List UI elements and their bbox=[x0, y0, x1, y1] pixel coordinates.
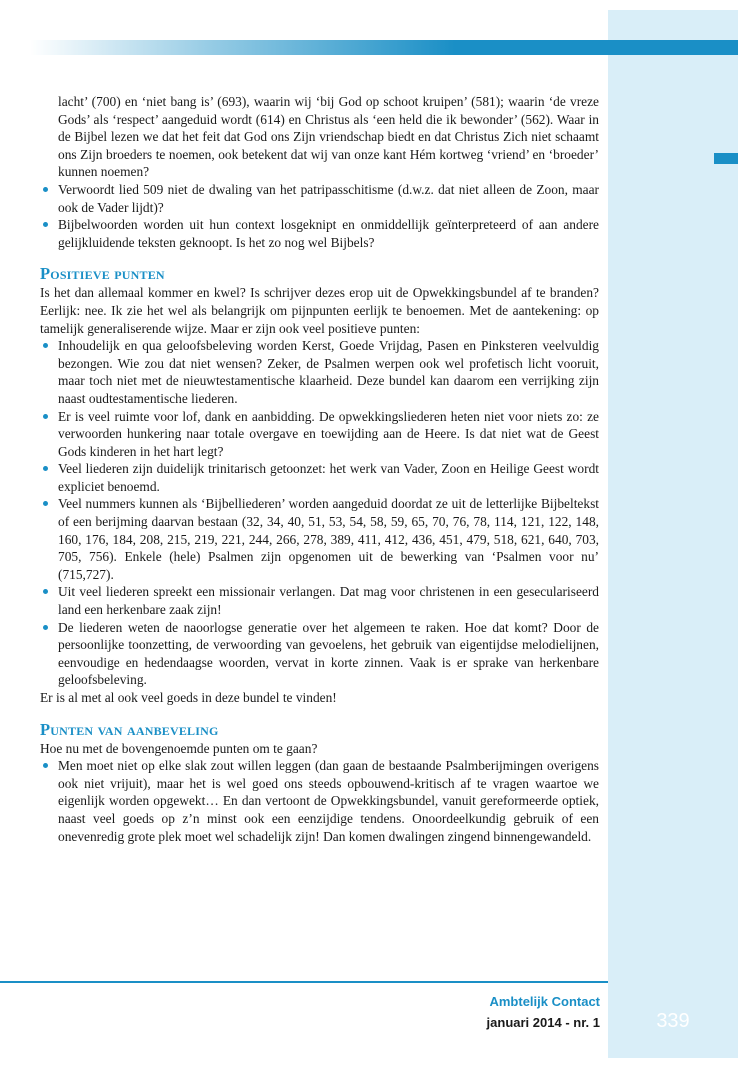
section2-intro: Hoe nu met de bovengenoemde punten om te gaan? bbox=[40, 740, 318, 756]
list-item: Veel liederen zijn duidelijk trinitarisch getoonzet: het werk van Vader, Zoon en Heilige Geest wordt expliciet benoemd. bbox=[40, 460, 599, 495]
footer-divider bbox=[0, 981, 608, 983]
list-item: Uit veel liederen spreekt een missionair verlangen. Dat mag voor christenen in een geseculariseerd land een herkenbare zaak zijn! bbox=[40, 583, 599, 618]
issue-label: januari 2014 - nr. 1 bbox=[486, 1015, 600, 1030]
list-item: Inhoudelijk en qua geloofsbeleving worden Kerst, Goede Vrijdag, Pasen en Pinksteren veelvuldig bezongen. Wie zou dat niet wensen? Zeker, de Psalmen werpen ook wel profetisch licht vooruit, maar toch niet met de nieuwtestamentische klaarheid. Deze bundel kan daarom een verrijking zijn naast oudtestamentische liederen. bbox=[40, 337, 599, 407]
magazine-title: Ambtelijk Contact bbox=[489, 994, 600, 1009]
intro-continuation: lacht’ (700) en ‘niet bang is’ (693), waarin wij ‘bij God op schoot kruipen’ (581); waarin ‘de vreze Gods’ als ‘respect’ aangeduid wordt (614) en Christus als ‘een held die ik bewonder’ (562). Waar in de Bijbel lezen we dat het feit dat God ons Zijn vriendschap biedt en dat Christus Zich niet schaamt ons Zijn broeders te noemen, ook betekent dat wij van onze kant Hém kortweg ‘vriend’ en ‘broeder’ kunnen noemen? bbox=[58, 94, 599, 180]
list-item: Veel nummers kunnen als ‘Bijbelliederen’ worden aangeduid doordat ze uit de letterlijke Bijbeltekst of een berijming daarvan bestaan (32, 34, 40, 51, 53, 54, 58, 59, 65, 70, 76, 78, 114, 121, 122, 148, 160, 176, 184, 208, 215, 219, 221, 244, 266, 278, 389, 411, 412, 436, 451, 479, 518, 621, 640, 703, 705, 756). Enkele (hele) Psalmen zijn opgenomen uit de bewerking van ‘Psalmen voor nu’ (715,727). bbox=[40, 495, 599, 583]
side-panel bbox=[608, 10, 738, 1058]
list-item: De liederen weten de naoorlogse generatie over het algemeen te raken. Hoe dat komt? Door de persoonlijke toonzetting, de verwoording van gevoelens, het gebruik van eigentijdse melodielijnen, eenvoudige en hedendaagse woorden, vervat in korte zinnen. Vaak is er sprake van herkenbare geloofsbeleving. bbox=[40, 619, 599, 689]
list-item: Er is veel ruimte voor lof, dank en aanbidding. De opwekkingsliederen heten niet voor niets zo: ze verwoorden hunkering naar totale overgave en toewijding aan de Heere. Is dat niet wat de Geest Gods kinderen in het hart legt? bbox=[40, 408, 599, 461]
section1-intro: Is het dan allemaal kommer en kwel? Is schrijver dezes erop uit de Opwekkingsbundel af te branden? Eerlijk: nee. Ik zie het wel als belangrijk om pijnpunten eerlijk te benoemen. Met de aantekening: op tamelijk generaliserende wijze. Maar er zijn ook veel positieve punten: bbox=[40, 285, 599, 336]
intro-bullet-list bbox=[40, 181, 599, 251]
section2-bullet-list bbox=[40, 757, 599, 845]
list-item: Bijbelwoorden worden uit hun context losgeknipt en onmiddellijk geïnterpreteerd of aan andere gelijkluidende teksten geknoopt. Is het zo nog wel Bijbels? bbox=[40, 216, 599, 251]
article-body bbox=[40, 93, 599, 845]
side-tab-marker bbox=[714, 153, 738, 164]
section1-bullet-list bbox=[40, 337, 599, 689]
section-heading-punten-van-aanbeveling: Punten van aanbeveling bbox=[40, 719, 219, 739]
section1-closing: Er is al met al ook veel goeds in deze bundel te vinden! bbox=[40, 690, 337, 705]
page-number: 339 bbox=[656, 1010, 690, 1032]
section-heading-positieve-punten: Positieve punten bbox=[40, 264, 165, 284]
list-item: Verwoordt lied 509 niet de dwaling van het patripasschitisme (d.w.z. dat niet alleen de Zoon, maar ook de Vader lijdt)? bbox=[40, 181, 599, 216]
list-item: Men moet niet op elke slak zout willen leggen (dan gaan de bestaande Psalmberijmingen overigens ook niet vrijuit), maar het is wel goed ons steeds opbouwend-kritisch af te vragen waartoe we eigenlijk worden opgewekt… En dan vertoont de Opwekkingsbundel, vanuit gereformeerde optiek, naast veel goeds op z’n minst ook een eenzijdige tendens. Onoordeelkundig gebruik of een onevenredig grote plek moet wel schadelijk zijn! Dan komen dwalingen zingend binnengewandeld. bbox=[40, 757, 599, 845]
top-gradient-bar bbox=[30, 40, 738, 55]
